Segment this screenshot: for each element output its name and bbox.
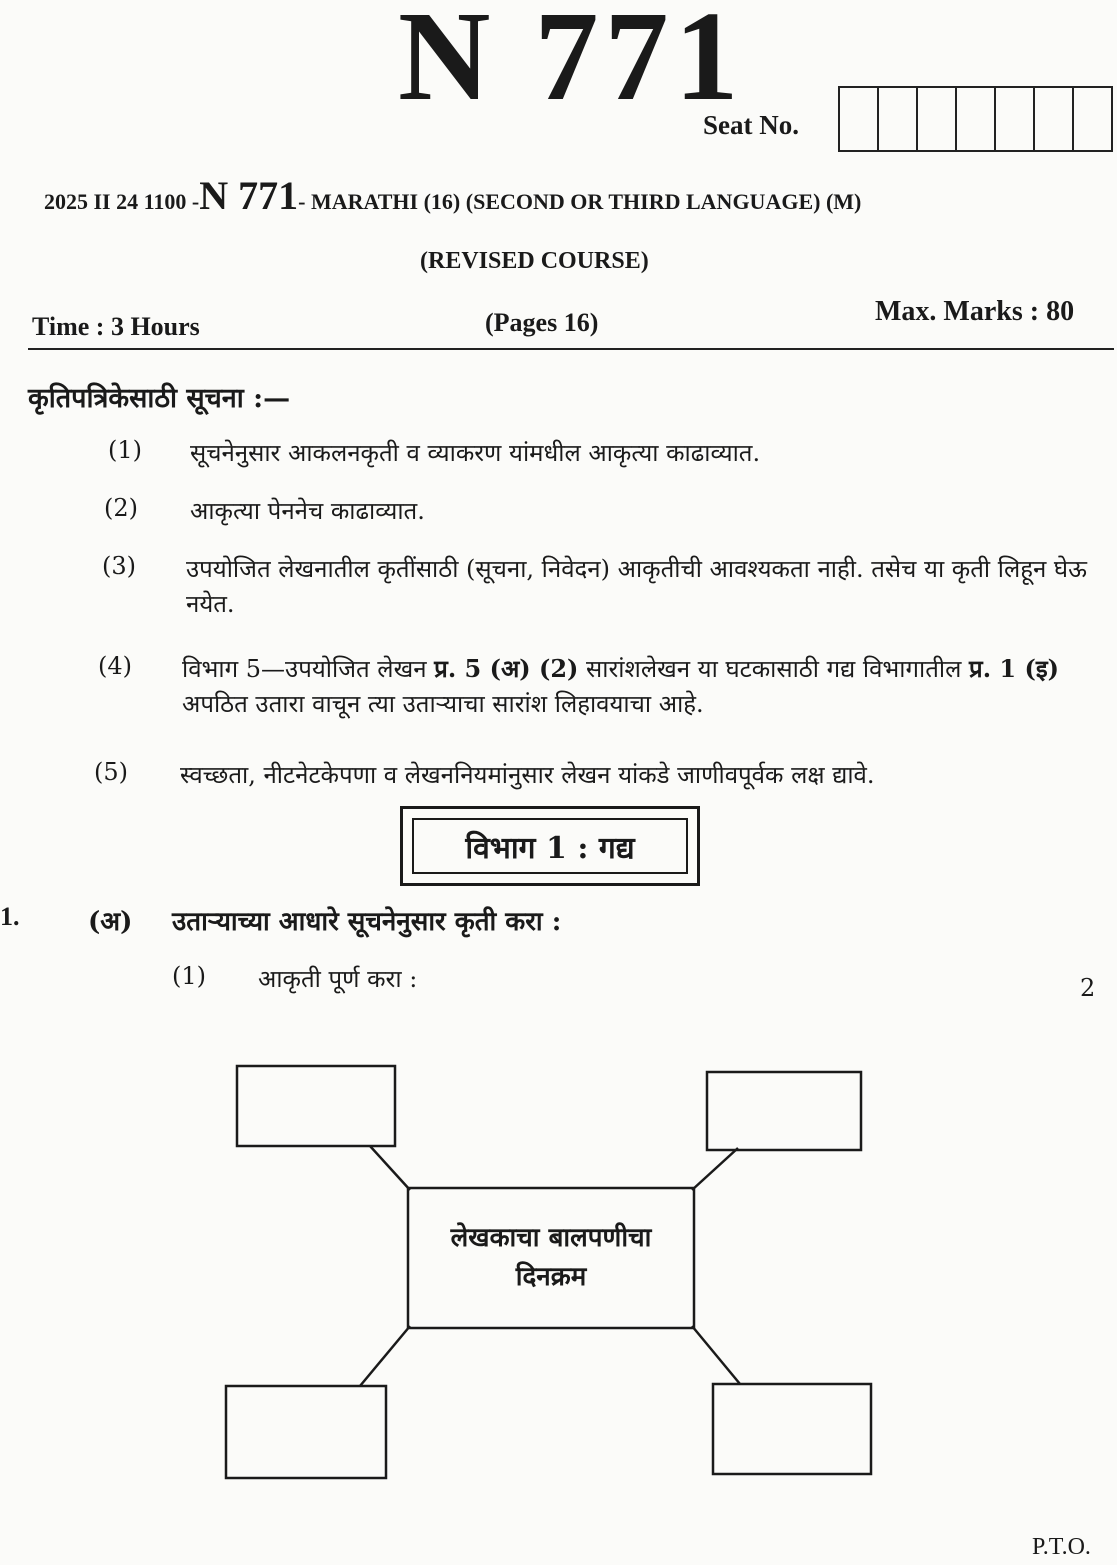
instructions-heading: कृतिपत्रिकेसाठी सूचना :—	[28, 383, 291, 414]
paper-code: N 771	[398, 0, 745, 127]
exam-time: Time : 3 Hours	[32, 312, 200, 341]
instruction-ref: प्र. 5 (अ) (2)	[434, 654, 579, 683]
section-title: विभाग 1 : गद्य	[412, 818, 688, 874]
instruction-number: (2)	[104, 494, 138, 522]
question-marks: 2	[1080, 974, 1096, 1002]
instruction-number: (3)	[102, 552, 136, 580]
instruction-text: सूचनेनुसार आकलनकृती व व्याकरण यांमधील आकृत्या काढाव्यात.	[190, 439, 761, 467]
connector-line	[692, 1326, 740, 1384]
instruction-text-part: विभाग 5—उपयोजित लेखन	[182, 655, 435, 683]
instruction-number: (4)	[98, 652, 132, 680]
question-number: 1.	[0, 902, 20, 931]
instruction-text: आकृत्या पेननेच काढाव्यात.	[190, 497, 425, 525]
instruction-text: उपयोजित लेखनातील कृतींसाठी (सूचना, निवेदन) आकृतीची आवश्यकता नाही. तसेच या कृती लिहून घेऊ नयेत.	[186, 555, 1087, 618]
center-label-line: दिनक्रम	[515, 1262, 587, 1292]
instruction-text: स्वच्छता, नीटनेटकेपणा व लेखननियमांनुसार लेखन यांकडे जाणीवपूर्वक लक्ष द्यावे.	[180, 761, 875, 789]
center-label-line: लेखकाचा बालपणीचा	[450, 1223, 652, 1253]
instruction-ref: प्र. 1 (इ)	[969, 654, 1059, 683]
revised-course: (REVISED COURSE)	[420, 248, 649, 274]
instruction-number: (5)	[94, 758, 128, 786]
sub-question-number: (1)	[172, 962, 206, 990]
blank-answer-box	[713, 1384, 871, 1474]
instruction-text-part: अपठित उतारा वाचून त्या उताऱ्याचा सारांश लिहावयाचा आहे.	[182, 689, 704, 718]
diagram-center-label	[410, 1190, 692, 1326]
seat-number-label: Seat No.	[703, 110, 799, 140]
connector-line	[370, 1146, 410, 1190]
exam-subject: - MARATHI (16) (SECOND OR THIRD LANGUAGE) (M)	[298, 189, 862, 214]
blank-answer-box	[237, 1066, 395, 1146]
connector-line	[360, 1326, 410, 1386]
blank-answer-box	[707, 1072, 861, 1150]
blank-answer-box	[226, 1386, 386, 1478]
please-turn-over: P.T.O.	[1032, 1534, 1091, 1560]
sub-question-text: आकृती पूर्ण करा :	[258, 965, 418, 993]
instruction-number: (1)	[108, 436, 142, 464]
exam-paper-code: N 771	[199, 173, 299, 218]
question-part: (अ)	[88, 907, 133, 937]
instruction-text-part: सारांशलेखन या घटकासाठी गद्य विभागातील	[578, 655, 970, 683]
connector-line	[692, 1148, 738, 1190]
exam-date-code: 2025 II 24 1100 -	[44, 189, 200, 214]
page-count: (Pages 16)	[485, 308, 599, 337]
question-text: उताऱ्याच्या आधारे सूचनेनुसार कृती करा :	[172, 907, 562, 937]
max-marks: Max. Marks : 80	[875, 296, 1075, 327]
